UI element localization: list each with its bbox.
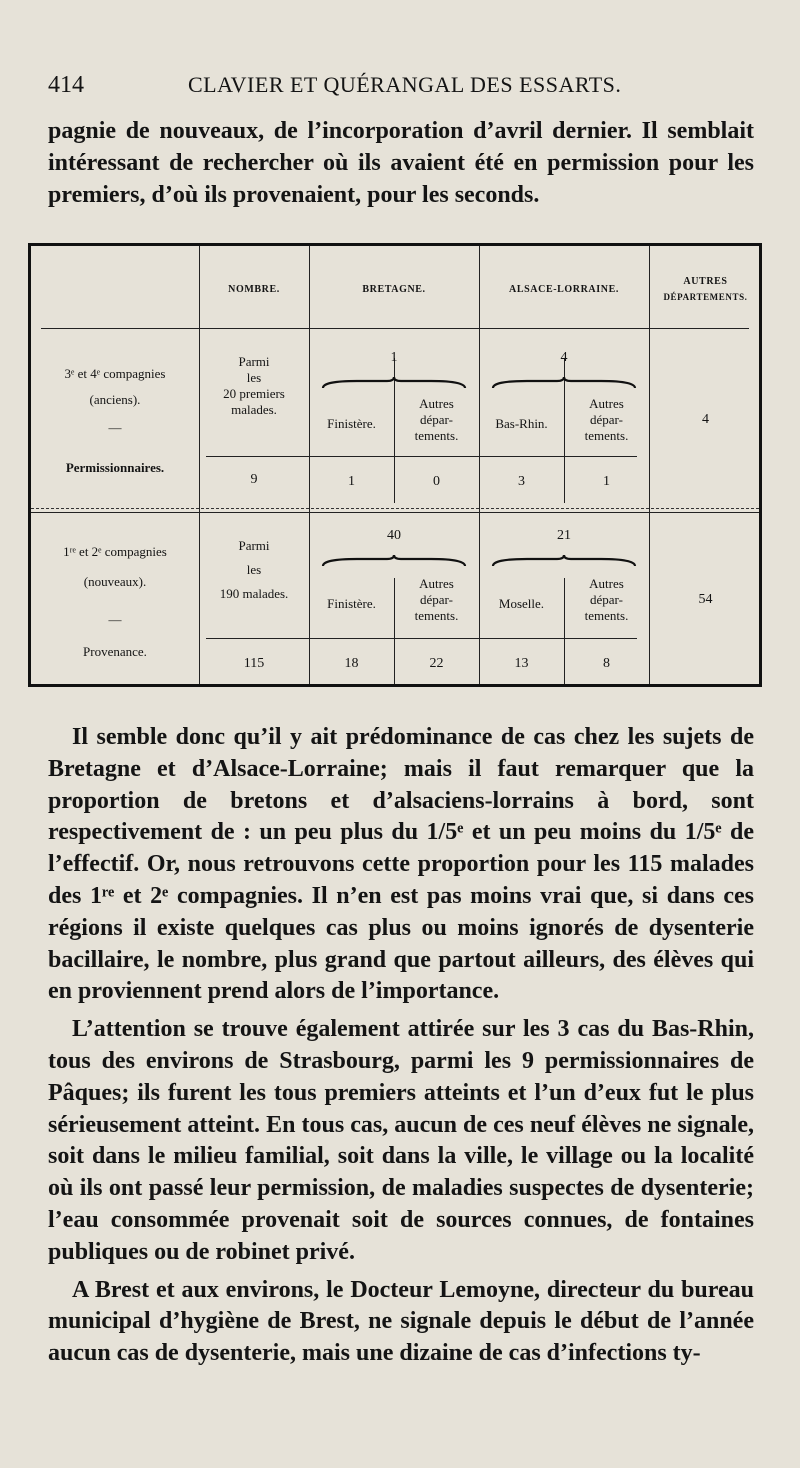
body-paragraph-3: A Brest et aux environs, le Docteur Lemoyne, directeur du bureau municipal d’hygiène de Brest, ne signale depuis le début de l’année aucun cas de dysenterie, mais une dizaine de cas d’infections ty- (48, 1276, 754, 1367)
header-alsace-lorraine: ALSACE-LORRAINE. (509, 284, 619, 295)
group1-alsace-sub2-l3: tements. (584, 428, 629, 443)
group2-alsace-total: 21 (557, 528, 571, 543)
group1-nombre-line3: 20 premiers (223, 386, 285, 401)
group2-sublabel: (nouveaux). (83, 574, 147, 589)
group2-nombre-value: 115 (243, 656, 265, 671)
group2-bretagne-total: 40 (387, 528, 401, 543)
group1-label: 3ᵉ et 4ᵉ compagnies (64, 366, 166, 381)
body-text (48, 722, 754, 1376)
brace-icon (491, 376, 637, 386)
group2-bretagne-value1: 18 (344, 656, 359, 671)
group2-alsace-value1: 13 (514, 656, 529, 671)
group1-alsace-sub2-l1: Autres (589, 396, 624, 411)
statistics-table (28, 243, 762, 687)
group2-nombre-line1: Parmi (238, 538, 270, 553)
group2-category: Provenance. (83, 644, 147, 659)
brace-icon (321, 554, 467, 564)
group1-alsace-sub1: Bas-Rhin. (495, 416, 548, 431)
group1-bretagne-sub1: Finistère. (327, 416, 376, 431)
brace-icon (321, 376, 467, 386)
intro-text (48, 116, 754, 211)
group2-bretagne-sub2-l3: tements. (414, 608, 459, 623)
group2-nombre-line3: 190 malades. (219, 586, 289, 601)
group2-bretagne-sub1: Finistère. (327, 596, 376, 611)
group1-alsace-sub2-l2: dépar- (590, 412, 623, 427)
group1-alsace-value2: 1 (603, 474, 610, 489)
group2-alsace-sub2-l2: dépar- (590, 592, 623, 607)
group2-label: 1ʳᵉ et 2ᵉ compagnies (63, 544, 167, 559)
body-paragraph-1: Il semble donc qu’il y ait prédominance de cas chez les sujets de Bretagne et d’Alsace-Lorraine; mais il faut remarquer que la proportion de bretons et d’alsaciens-lorrains à bord, sont respectivement de : un peu plus du 1/5ᵉ et un peu moins du 1/5ᵉ de l’effectif. Or, nous retrouvons cette proportion pour les 115 malades des 1ʳᵉ et 2ᵉ compagnies. Il n’en est pas moins vrai que, si dans ces régions il existe quelques cas plus ou moins ignorés de dysenterie bacillaire, le nombre, plus grand que partout ailleurs, des élèves qui en proviennent prend alors de l’importance. (48, 724, 754, 1005)
group2-alsace-sub1: Moselle. (498, 596, 545, 611)
header-nombre: NOMBRE. (228, 284, 280, 295)
group1-alsace-total: 4 (560, 350, 568, 365)
group1-bretagne-sub2-l1: Autres (419, 396, 454, 411)
group1-nombre-line2: les (246, 370, 262, 385)
running-head: CLAVIER ET QUÉRANGAL DES ESSARTS. (188, 72, 622, 97)
group2-bretagne-value2: 22 (429, 656, 444, 671)
header-autres: AUTRES (683, 276, 728, 287)
group1-nombre-value: 9 (250, 472, 258, 487)
header-bretagne: BRETAGNE. (362, 284, 426, 295)
group1-bretagne-sub2-l2: dépar- (420, 412, 453, 427)
intro-paragraph: pagnie de nouveaux, de l’incorporation d’avril dernier. Il semblait intéressant de rechercher où ils avaient été en permission pour les premiers, d’où ils provenaient, pour les seconds. (48, 118, 754, 208)
group2-dash: — (108, 612, 122, 627)
body-paragraph-2: L’attention se trouve également attirée sur les 3 cas du Bas-Rhin, tous des environs de Strasbourg, parmi les 9 permissionnaires de Pâques; ils furent les tous premiers atteints et l’un d’eux fut le plus sérieusement atteint. En tous cas, aucun de ces neuf élèves ne signale, soit dans le milieu familial, soit dans la ville, le village ou la localité où ils ont passé leur permission, de maladies suspectes de dysenterie; l’eau consommée provenait soit de sources connues, de fontaines publiques ou de robinet privé. (48, 1016, 754, 1265)
group1-category: Permissionnaires. (65, 460, 165, 475)
group2-autres-value: 54 (698, 592, 713, 607)
group2-alsace-value2: 8 (603, 656, 610, 671)
group1-sublabel: (anciens). (89, 392, 141, 407)
group2-nombre-line2: les (246, 562, 262, 577)
group1-bretagne-value2: 0 (433, 474, 440, 489)
group1-bretagne-value1: 1 (348, 474, 355, 489)
group1-bretagne-total: 1 (390, 350, 398, 365)
brace-icon (491, 554, 637, 564)
page-header (48, 72, 758, 104)
group1-autres-value: 4 (702, 412, 709, 427)
page-number: 414 (48, 72, 84, 98)
group1-alsace-value1: 3 (518, 474, 525, 489)
group1-dash: — (108, 420, 122, 435)
group1-nombre-line4: malades. (231, 402, 277, 417)
group1-nombre-line1: Parmi (238, 354, 270, 369)
group2-alsace-sub2-l3: tements. (584, 608, 629, 623)
group2-bretagne-sub2-l1: Autres (419, 576, 454, 591)
group1-bretagne-sub2-l3: tements. (414, 428, 459, 443)
header-departements: DÉPARTEMENTS. (663, 292, 748, 302)
group2-alsace-sub2-l1: Autres (589, 576, 624, 591)
group2-bretagne-sub2-l2: dépar- (420, 592, 453, 607)
